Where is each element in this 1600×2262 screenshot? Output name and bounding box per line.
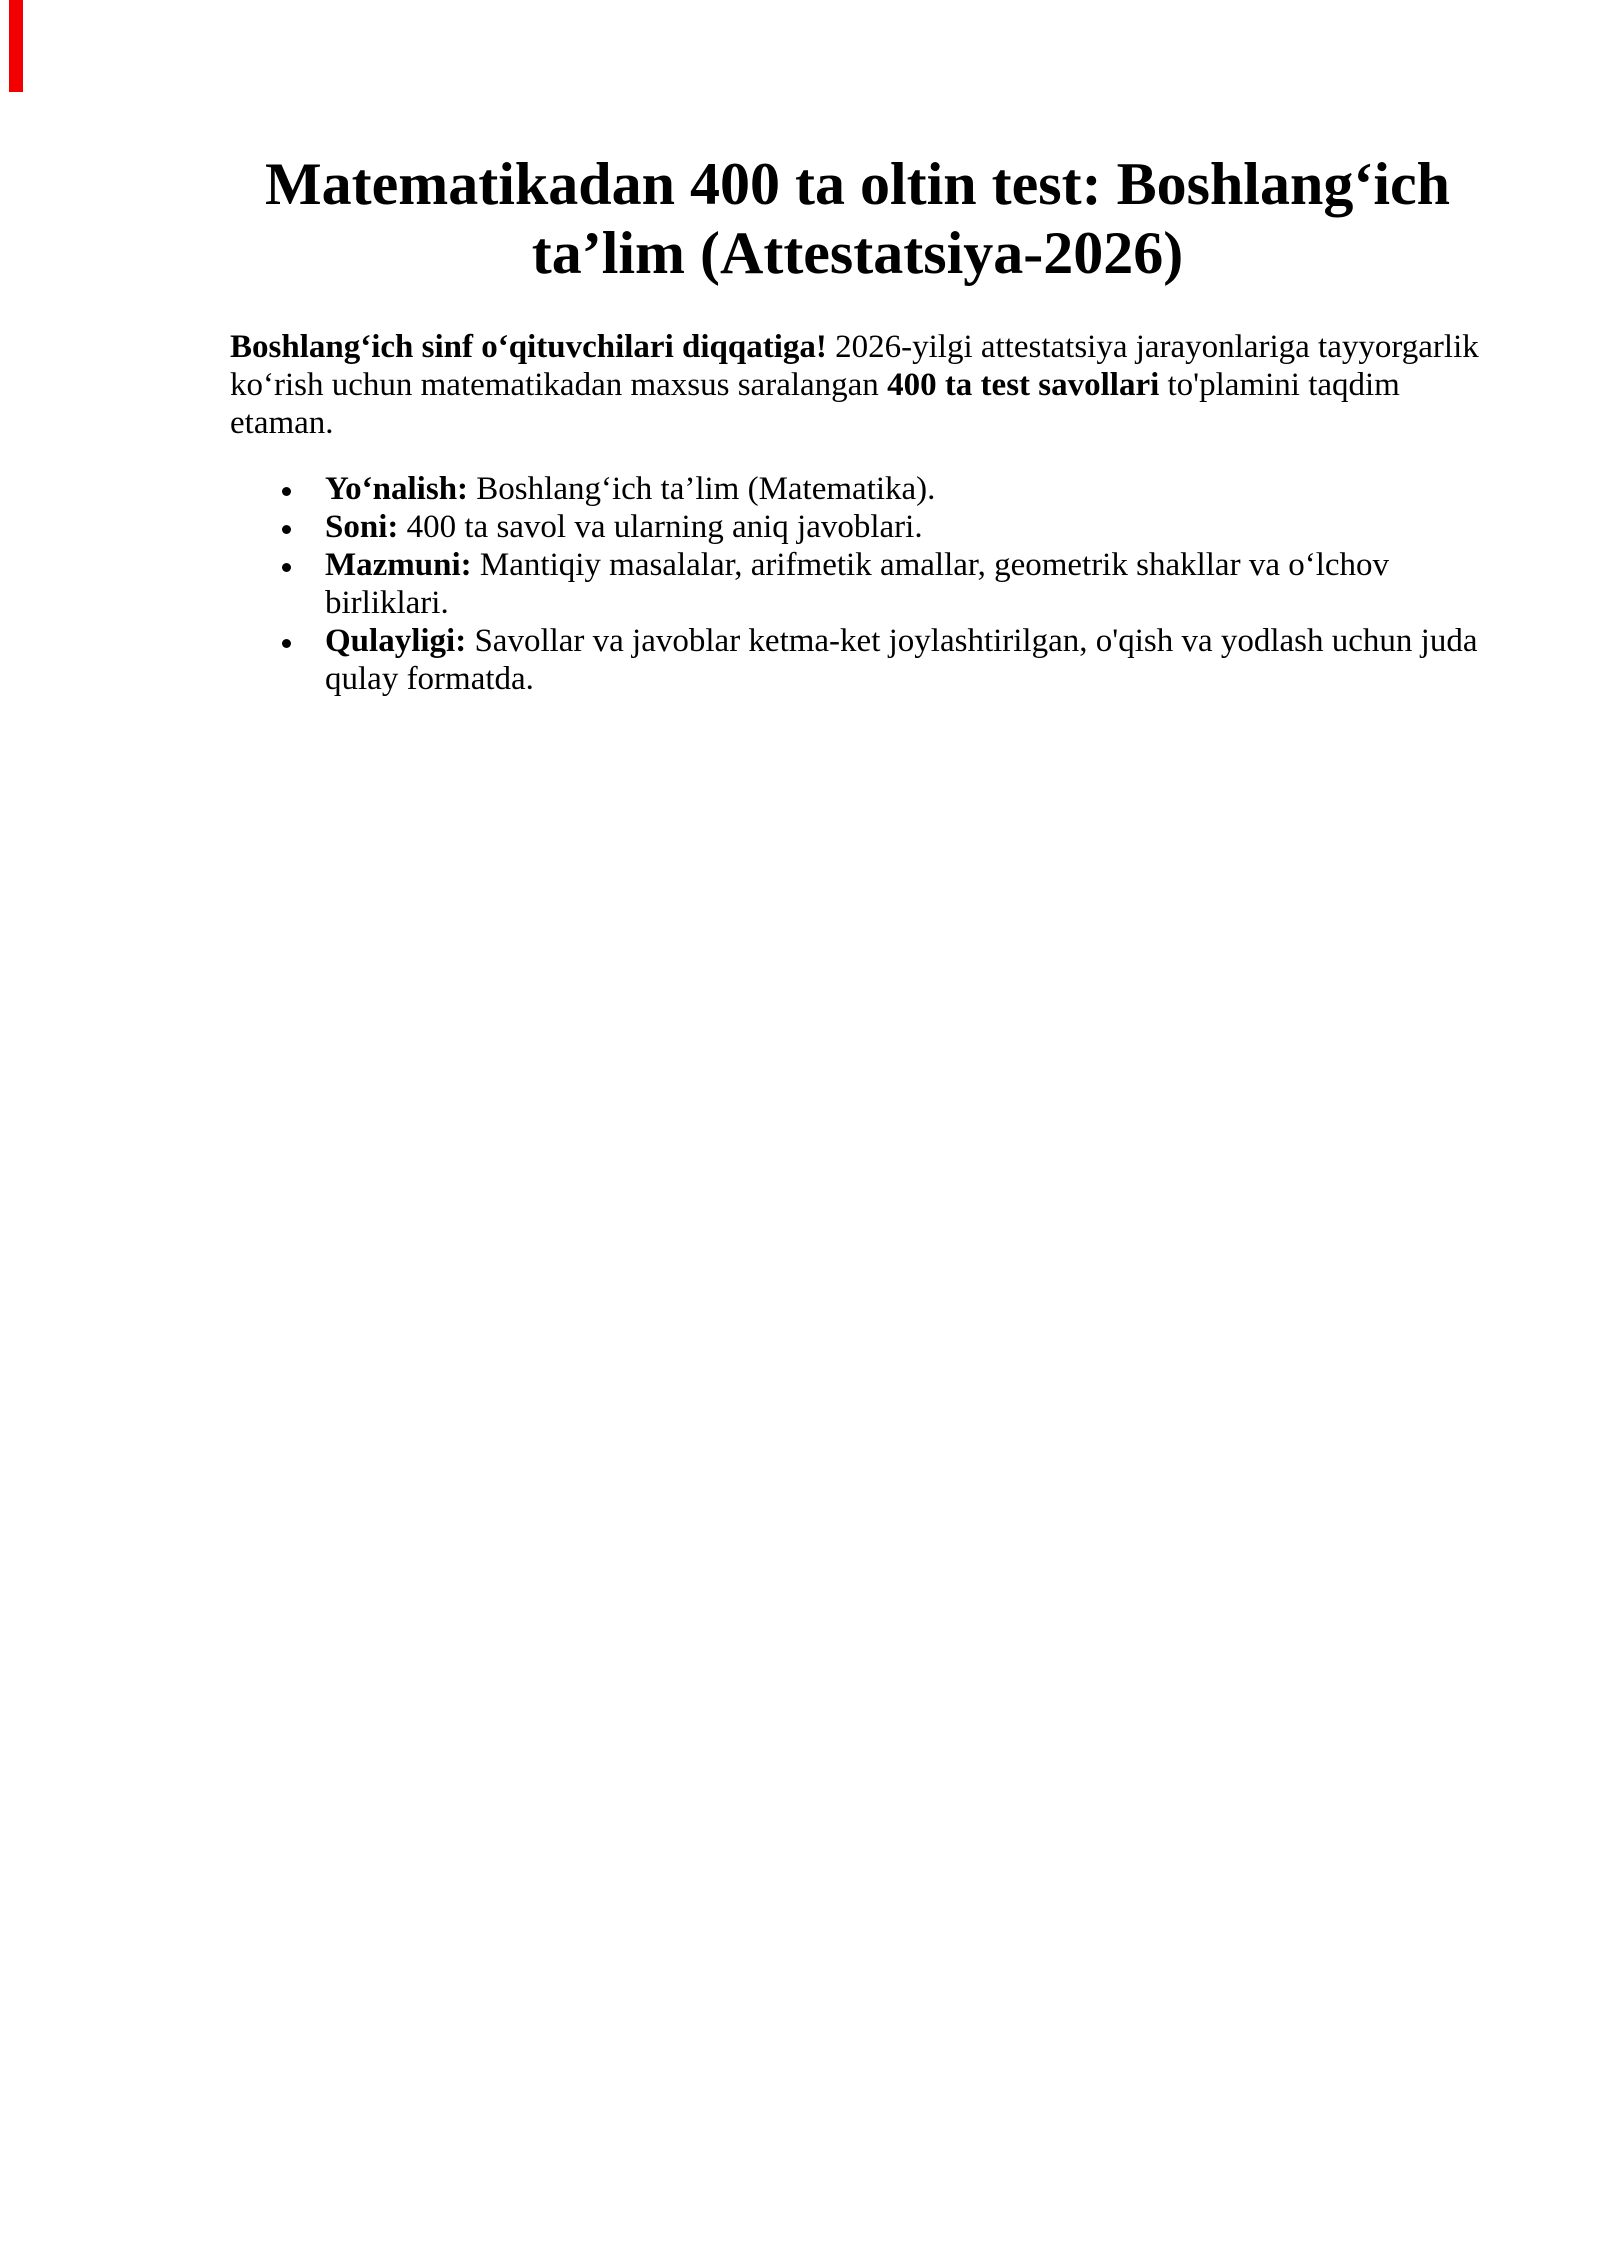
list-item-text: 400 ta savol va ularning aniq javoblari. [398, 509, 923, 545]
red-cursor-marker [9, 0, 23, 92]
list-item-mazmuni [230, 546, 1485, 622]
list-item-qulayligi [230, 622, 1485, 698]
list-item-soni [230, 508, 1485, 546]
list-item-text: Boshlang‘ich ta’lim (Matematika). [468, 471, 936, 507]
list-item-text: Savollar va javoblar ketma-ket joylashtirilgan, o'qish va yodlash uchun juda qulay formatda. [325, 623, 1478, 697]
intro-paragraph [230, 328, 1485, 442]
list-item-label: Yo‘nalish: [325, 471, 469, 507]
list-item-label: Mazmuni: [325, 547, 472, 583]
intro-text-a: 2026-yilgi attestatsiya jarayonlariga tayyorgarlik ko‘rish uchun matematikadan maxsus saralangan [230, 329, 1479, 403]
intro-text-b: to'plamini taqdim etaman. [230, 367, 1400, 441]
list-item-text: Mantiqiy masalalar, arifmetik amallar, geometrik shakllar va o‘lchov birliklari. [325, 547, 1390, 621]
bullet-icon [282, 639, 291, 648]
bullet-icon [282, 525, 291, 534]
bullet-icon [282, 563, 291, 572]
feature-list [230, 470, 1485, 698]
page-title: Matematikadan 400 ta oltin test: Boshlang‘ich ta’lim (Attestatsiya-2026) [265, 151, 1450, 286]
list-item-label: Soni: [325, 509, 399, 545]
list-item-label: Qulayligi: [325, 623, 467, 659]
document-content [230, 0, 1485, 698]
bullet-icon [282, 487, 291, 496]
list-item-yonalish [230, 470, 1485, 508]
intro-bold-mid: 400 ta test savollari [887, 367, 1160, 403]
intro-bold-lead: Boshlang‘ich sinf o‘qituvchilari diqqatiga! [230, 329, 827, 365]
